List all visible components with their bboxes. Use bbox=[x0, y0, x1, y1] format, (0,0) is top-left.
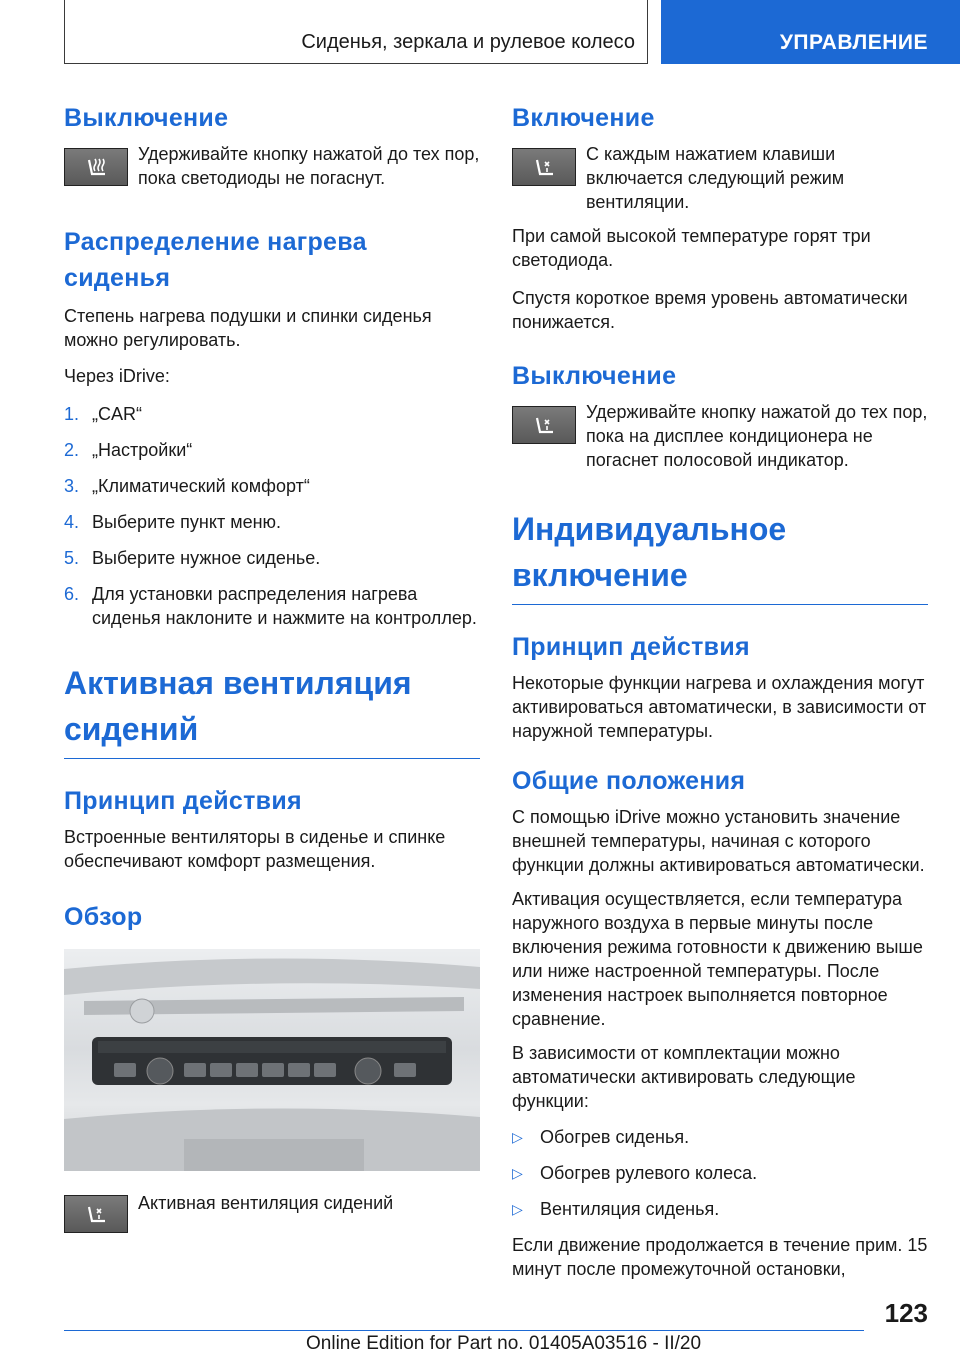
seat-ventilation-button-icon bbox=[512, 406, 576, 444]
auto-lower-text: Спустя короткое время уровень автоматически понижается. bbox=[512, 288, 908, 332]
list-item: 1. „CAR“ bbox=[64, 404, 142, 424]
seat-heating-button-icon bbox=[64, 148, 128, 186]
principle-text-right: Некоторые функции нагрева и охлаждения могут активироваться автоматически, в зависимости от наружной температуры. bbox=[512, 673, 927, 741]
continue-text: Если движение продолжается в течение прим. 15 минут после промежуточной остановки, bbox=[512, 1235, 928, 1279]
seat-ventilation-button-icon bbox=[512, 148, 576, 186]
footer-divider bbox=[64, 1330, 864, 1331]
ventilation-title: Активная вентиляция сидений bbox=[64, 660, 480, 759]
seat-ventilation-button-icon bbox=[64, 1195, 128, 1233]
list-item: ▷ Обогрев рулевого колеса. bbox=[512, 1163, 758, 1183]
general-text-2: Активация осуществляется, если температура наружного воздуха в первые минуты после включения режима готовности к движению выше или ниже настроенной температуры. После изменения настроек выполняется повторное сравнение. bbox=[512, 889, 923, 1029]
functions-list bbox=[512, 1125, 928, 1221]
principle-heading: Принцип действия bbox=[64, 787, 302, 815]
chapter-tab bbox=[661, 0, 960, 64]
chapter-tab-label: УПРАВЛЕНИЕ bbox=[779, 31, 928, 54]
off-heading: Выключение bbox=[64, 104, 229, 132]
general-text-1: С помощью iDrive можно установить значение внешней температуры, начиная с которого функции должны активироваться автоматически. bbox=[512, 807, 925, 875]
overview-heading: Обзор bbox=[64, 903, 143, 931]
steps-list bbox=[64, 402, 480, 630]
caption-text: Активная вентиляция сидений bbox=[138, 1193, 394, 1213]
section-title: Сиденья, зеркала и рулевое колесо bbox=[301, 31, 635, 53]
list-item: 2. „Настройки“ bbox=[64, 440, 193, 460]
list-item: 6. Для установки распределения нагрева сиденья наклоните и нажмите на контроллер. bbox=[64, 584, 477, 628]
on-text: С каждым нажатием клавиши включается следующий режим вентиляции. bbox=[586, 144, 845, 212]
list-item: 3. „Климатический комфорт“ bbox=[64, 476, 310, 496]
off-instruction bbox=[64, 142, 480, 190]
left-column bbox=[64, 100, 480, 1233]
edition-text: Online Edition for Part no. 01405A03516 - II/20 bbox=[306, 1333, 702, 1354]
distribution-text: Степень нагрева подушки и спинки сиденья можно регулировать. bbox=[64, 306, 432, 350]
general-text-3: В зависимости от комплектации можно автоматически активировать следующие функции: bbox=[512, 1043, 856, 1111]
via-idrive-text: Через iDrive: bbox=[64, 366, 170, 386]
list-item: ▷ Вентиляция сиденья. bbox=[512, 1199, 720, 1219]
general-heading: Общие положения bbox=[512, 767, 746, 795]
caption-row bbox=[64, 1189, 480, 1233]
page-number: 123 bbox=[884, 1298, 928, 1328]
off-text: Удерживайте кнопку нажатой до тех пор, пока светодиоды не погаснут. bbox=[138, 144, 480, 188]
off-heading-right: Выключение bbox=[512, 362, 677, 390]
max-text: При самой высокой температуре горят три светодиода. bbox=[512, 226, 871, 270]
principle-heading-right: Принцип действия bbox=[512, 633, 750, 661]
climate-panel-photo bbox=[64, 949, 480, 1171]
individual-title: Индивидуальное включение bbox=[512, 506, 928, 605]
list-item: ▷ Обогрев сиденья. bbox=[512, 1127, 690, 1147]
header-box bbox=[64, 0, 648, 64]
list-item: 4. Выберите пункт меню. bbox=[64, 512, 282, 532]
on-heading: Включение bbox=[512, 104, 655, 132]
off-text-right: Удерживайте кнопку нажатой до тех пор, пока на дисплее кондиционера не погаснет полосовой индикатор. bbox=[586, 402, 928, 470]
off-instruction-right bbox=[512, 400, 928, 472]
distribution-heading: Распределение нагрева сиденья bbox=[64, 228, 367, 292]
principle-text: Встроенные вентиляторы в сиденье и спинке обеспечивают комфорт размещения. bbox=[64, 827, 446, 871]
list-item: 5. Выберите нужное сиденье. bbox=[64, 548, 321, 568]
on-instruction bbox=[512, 142, 928, 214]
right-column bbox=[512, 100, 928, 1281]
